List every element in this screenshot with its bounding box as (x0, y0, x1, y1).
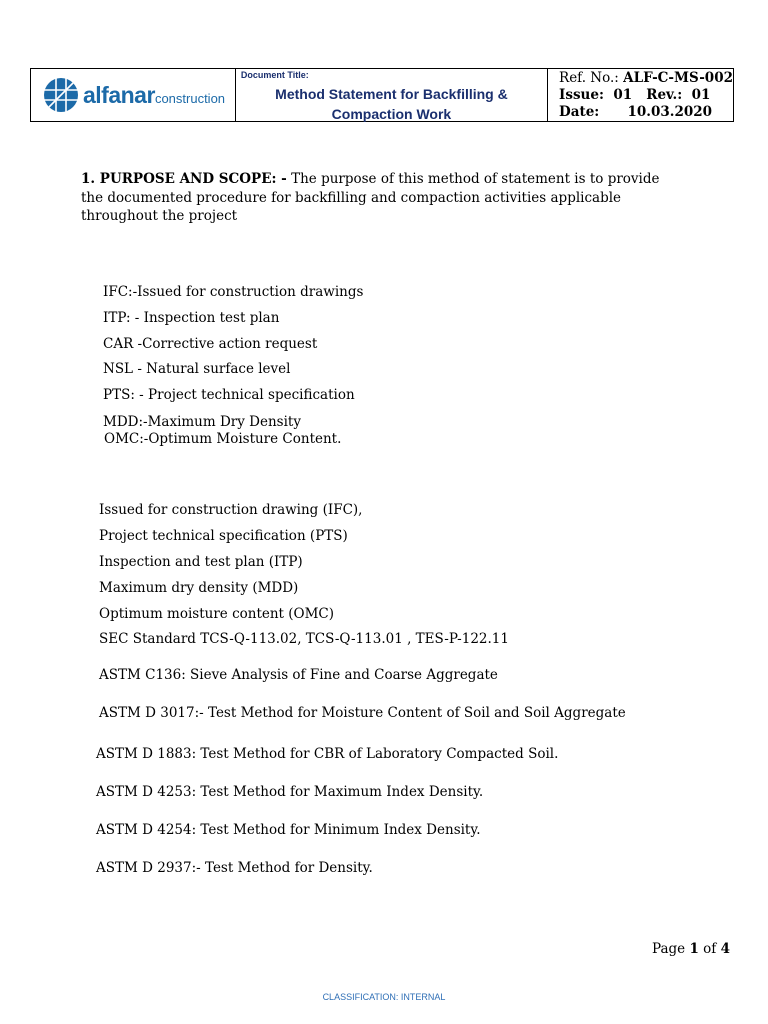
issue-value: 01 (613, 87, 633, 103)
issue-label: Issue: (559, 87, 604, 103)
document-title-line-1: Method Statement for Backfilling & (275, 86, 508, 102)
reference-item: ASTM C136: Sieve Analysis of Fine and Coarse Aggregate (99, 667, 498, 683)
purpose-text: The purpose of this method of statement is to provide the documented procedure for backfilling and compaction activities applicable throughout the project (81, 171, 660, 224)
logo-sub-text: construction (154, 90, 226, 106)
purpose-paragraph (81, 170, 681, 226)
ref-label: Ref. No.: (559, 70, 619, 86)
rev-value: 01 (691, 87, 711, 103)
reference-item: SEC Standard TCS-Q-113.02, TCS-Q-113.01 , TES-P-122.11 (99, 631, 509, 647)
reference-item: Inspection and test plan (ITP) (99, 554, 303, 570)
reference-item: ASTM D 2937:- Test Method for Density. (96, 860, 373, 876)
reference-item: Optimum moisture content (OMC) (99, 606, 335, 622)
page-of: of (698, 941, 721, 957)
document-header (30, 68, 734, 122)
document-title (236, 84, 547, 124)
abbreviation-item: IFC:-Issued for construction drawings (103, 284, 364, 300)
classification-label: CLASSIFICATION: INTERNAL (322, 992, 446, 1002)
document-title-label: Document Title: (240, 70, 309, 80)
date-row (559, 104, 733, 121)
ref-value: ALF-C-MS-002 (623, 70, 733, 86)
purpose-heading: 1. PURPOSE AND SCOPE: - (81, 171, 287, 187)
company-logo (31, 69, 236, 121)
logo-wordmark (83, 82, 225, 109)
page-total: 4 (720, 941, 730, 957)
reference-item: ASTM D 4254: Test Method for Minimum Index Density. (96, 822, 481, 838)
rev-label: Rev.: (646, 87, 683, 103)
reference-item: Project technical specification (PTS) (99, 528, 348, 544)
page-current: 1 (689, 941, 699, 957)
abbreviation-item: PTS: - Project technical specification (103, 387, 355, 403)
page-prefix: Page (652, 941, 690, 957)
issue-row (559, 87, 733, 104)
page-number (652, 941, 730, 957)
reference-item: ASTM D 4253: Test Method for Maximum Index Density. (96, 784, 484, 800)
date-value: 10.03.2020 (627, 104, 713, 120)
globe-logo-icon (43, 77, 79, 113)
reference-item: ASTM D 1883: Test Method for CBR of Laboratory Compacted Soil. (96, 746, 559, 762)
document-title-cell (236, 69, 548, 121)
reference-cell (548, 69, 733, 121)
date-label: Date: (559, 104, 600, 120)
abbreviation-item: OMC:-Optimum Moisture Content. (104, 431, 342, 447)
reference-item: Issued for construction drawing (IFC), (99, 502, 363, 518)
abbreviation-item: CAR -Corrective action request (103, 336, 318, 352)
document-title-line-2: Compaction Work (331, 106, 452, 122)
ref-number-row (559, 70, 733, 87)
reference-item: Maximum dry density (MDD) (99, 580, 299, 596)
logo-brand-text: alfanar (83, 81, 155, 108)
abbreviation-item: NSL - Natural surface level (103, 361, 291, 377)
reference-item: ASTM D 3017:- Test Method for Moisture Content of Soil and Soil Aggregate (99, 705, 626, 721)
abbreviation-item: ITP: - Inspection test plan (103, 310, 280, 326)
abbreviation-item: MDD:-Maximum Dry Density (103, 414, 301, 430)
